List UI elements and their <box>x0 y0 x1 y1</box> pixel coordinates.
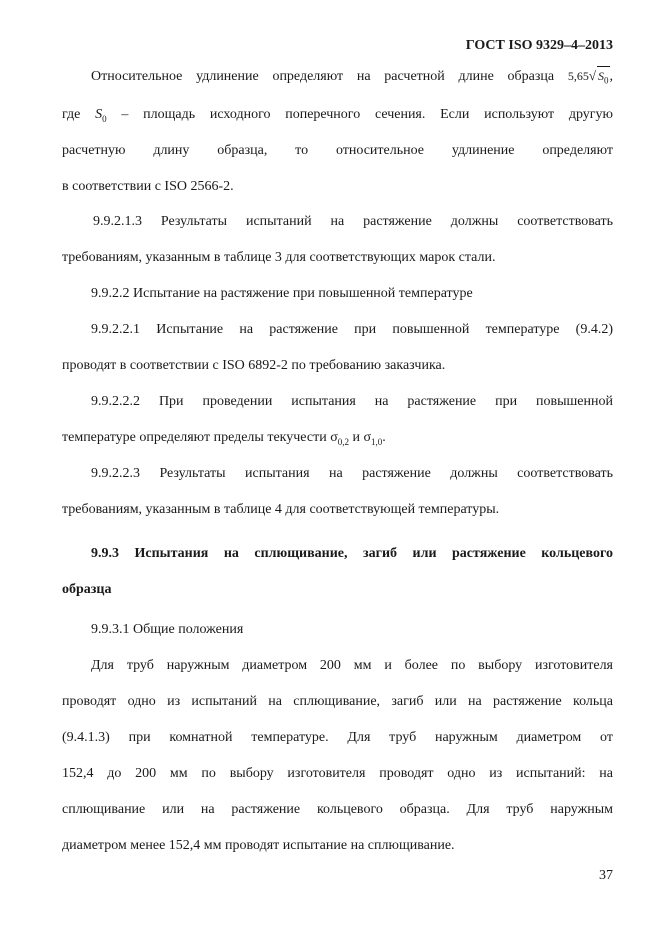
text-span: Относительное удлинение определяют на расчетной длине образца <box>91 69 555 84</box>
formula-subscript: 0 <box>604 75 609 86</box>
page-number: 37 <box>599 868 613 883</box>
formula-coefficient: 5,65 <box>567 69 589 83</box>
section-heading: образца <box>62 582 112 597</box>
formula-variable: S <box>95 107 103 122</box>
text-span: и <box>352 430 360 445</box>
paragraph-line: проводят одно из испытаний на сплющивание, загиб или на растяжение кольца <box>62 694 613 709</box>
text-span: . <box>382 430 386 445</box>
paragraph-line: 9.9.2.2.1 Испытание на растяжение при повышенной температуре (9.4.2) <box>91 322 613 337</box>
paragraph-line: требованиям, указанным в таблице 4 для соответствующей температуры. <box>62 502 500 517</box>
subsection-title: 9.9.2.2 Испытание на растяжение при повышенной температуре <box>91 286 473 301</box>
text-span: – площадь исходного поперечного сечения. Если используют другую <box>121 107 614 122</box>
document-header: ГОСТ ISO 9329–4–2013 <box>465 38 613 53</box>
formula-radicand <box>597 66 610 89</box>
paragraph-line <box>91 66 613 89</box>
formula-variable: S <box>598 69 605 83</box>
formula <box>567 68 610 86</box>
paragraph-line: диаметром менее 152,4 мм проводят испытание на сплющивание. <box>62 838 455 853</box>
text-span: температуре определяют пределы текучести <box>62 430 327 445</box>
sigma-subscript: 0,2 <box>337 436 349 447</box>
paragraph-line: требованиям, указанным в таблице 3 для соответствующих марок стали. <box>62 250 496 265</box>
paragraph-line <box>62 106 613 128</box>
paragraph-line: Для труб наружным диаметром 200 мм и более по выбору изготовителя <box>91 658 613 673</box>
paragraph-line: в соответствии с ISO 2566-2. <box>62 179 234 194</box>
section-heading: 9.9.3 Испытания на сплющивание, загиб или растяжение кольцевого <box>91 546 613 561</box>
sigma-subscript: 1,0 <box>371 436 383 447</box>
paragraph-line: 9.9.2.1.3 Результаты испытаний на растяжение должны соответствовать <box>93 214 613 229</box>
paragraph-line: расчетную длину образца, то относительное удлинение определяют <box>62 143 613 158</box>
sigma-symbol: σ <box>363 430 372 445</box>
paragraph-line <box>62 429 613 451</box>
paragraph-line: сплющивание или на растяжение кольцевого образца. Для труб наружным <box>62 802 613 817</box>
sqrt-icon: √ <box>588 68 597 83</box>
subsection-title: 9.9.3.1 Общие положения <box>91 622 244 637</box>
text-span: , <box>609 69 614 84</box>
formula-subscript: 0 <box>102 113 107 124</box>
formula-inline <box>95 107 107 122</box>
paragraph-line: 9.9.2.2.3 Результаты испытания на растяжение должны соответствовать <box>91 466 613 481</box>
paragraph-line: 9.9.2.2.2 При проведении испытания на растяжение при повышенной <box>91 394 613 409</box>
paragraph-line: (9.4.1.3) при комнатной температуре. Для труб наружным диаметром от <box>62 730 613 745</box>
text-span: где <box>62 107 81 122</box>
paragraph-line: 152,4 до 200 мм по выбору изготовителя проводят одно из испытаний: на <box>62 766 613 781</box>
paragraph-line: проводят в соответствии с ISO 6892-2 по требованию заказчика. <box>62 358 446 373</box>
sigma-symbol: σ <box>330 430 338 445</box>
